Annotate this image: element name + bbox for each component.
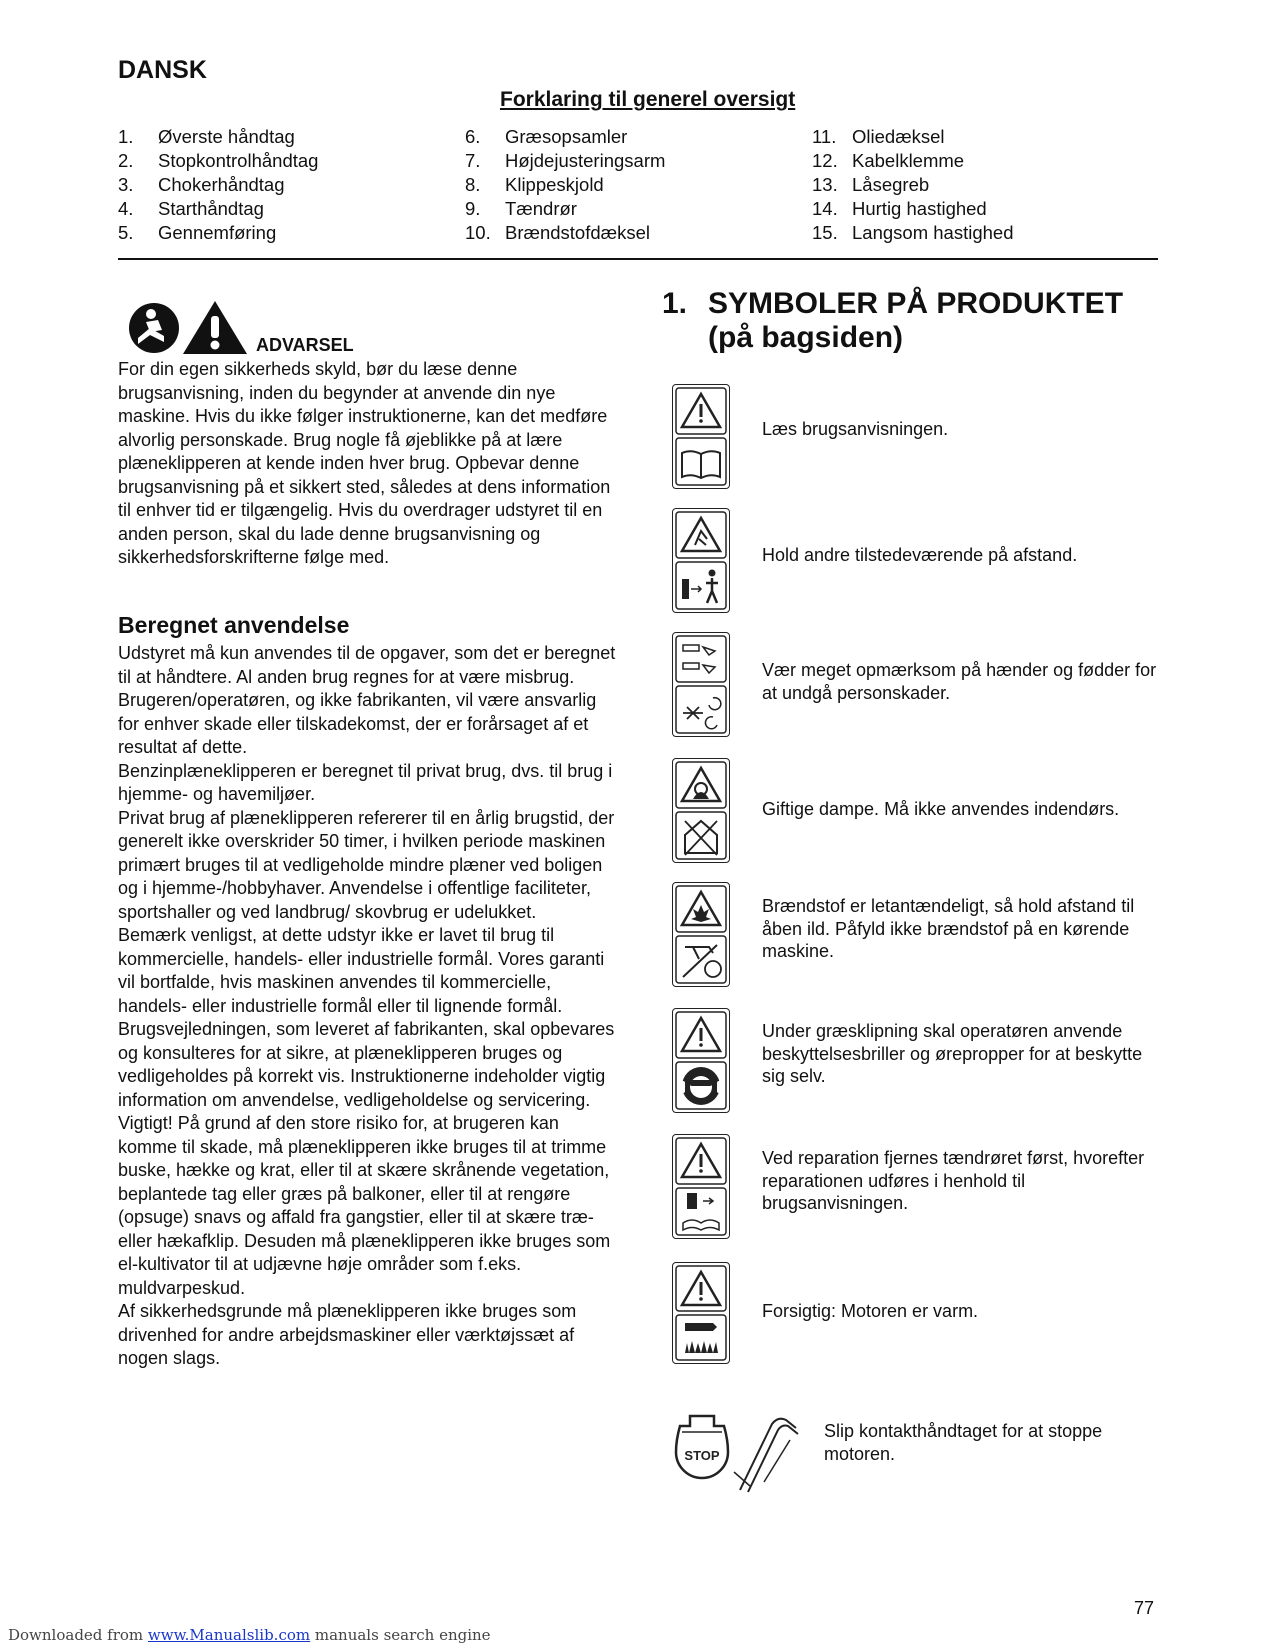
read-manual-icon <box>129 303 179 353</box>
legend-item: 2. Stopkontrolhåndtag <box>118 150 319 171</box>
stop-badge: STOP <box>684 1448 720 1463</box>
paragraph: Privat brug af plæneklipperen refererer til en årlig brugstid, der generelt ikke overskrider 50 timer, i hvilken periode maskinen primært bruges til at vedligeholde mindre plæner ved boligen og i hjemme-/hobbyhaver. Anvendelse i offentlige faciliteter, sportshaller og ved landbrug/ skovbrug er udelukket. <box>118 807 615 922</box>
legend-item: 11. Oliedæksel <box>812 126 945 147</box>
warning-label: ADVARSEL <box>256 335 354 355</box>
legend-item: 10. Brændstofdæksel <box>465 222 650 243</box>
legend-item: 7. Højdejusteringsarm <box>465 150 666 171</box>
legend-column <box>118 125 318 245</box>
keep-bystanders-away-icon <box>672 508 730 613</box>
warning-triangle-icon <box>183 301 247 354</box>
legend-item: 3. Chokerhåndtag <box>118 174 285 195</box>
legend-column <box>812 125 1013 245</box>
warning-icons <box>128 298 248 356</box>
hot-engine-icon <box>672 1262 730 1364</box>
legend-item: 12. Kabelklemme <box>812 150 965 171</box>
symbol-text: Brændstof er letantændeligt, så hold afstand til åben ild. Påfyld ikke brændstof på en kørende maskine. <box>762 896 1135 961</box>
symbol-text: Hold andre tilstedeværende på afstand. <box>762 545 1078 565</box>
page-number: 77 <box>1134 1598 1155 1618</box>
legend-item: 13. Låsegreb <box>812 174 930 195</box>
toxic-fumes-icon <box>672 758 730 863</box>
legend-item: 8. Klippeskjold <box>465 174 604 195</box>
legend-column <box>465 125 665 245</box>
paragraph: Brugsvejledningen, som leveret af fabrikanten, skal opbevares og konsulteres for at sikre, at plæneklipperen bruges og vedligeholdes på korrekt vis. Instruktionerne indeholder vigtig information om anvendelse, vedligeholdelse og servicering. <box>118 1019 615 1110</box>
language-heading: DANSK <box>118 56 207 84</box>
legend-item: 9. Tændrør <box>465 198 577 219</box>
stop-lever-icon <box>668 1412 808 1494</box>
paragraph: Af sikkerhedsgrunde må plæneklipperen ikke bruges som drivenhed for andre arbejdsmaskiner eller værktøjssæt af nogen slags. <box>118 1301 577 1368</box>
legend-title: Forklaring til generel oversigt <box>500 88 796 111</box>
paragraph: Udstyret må kun anvendes til de opgaver, som det er beregnet til at håndtere. Al anden brug regnes for at være misbrug. Brugeren/operatøren, og ikke fabrikanten, vil være ansvarlig for enhver skade eller tilskadekomst, der er forårsaget af et resultat af dette. <box>118 643 616 757</box>
symbol-text: Vær meget opmærksom på hænder og fødder for at undgå personskader. <box>762 660 1157 703</box>
footer-prefix: Downloaded from <box>8 1626 148 1644</box>
symbol-text: Læs brugsanvisningen. <box>762 419 949 439</box>
legend-item: 15. Langsom hastighed <box>812 222 1014 243</box>
symbols-heading: 1. SYMBOLER PÅ PRODUKTET (på bagsiden) <box>662 287 1124 354</box>
legend-item: 1. Øverste håndtag <box>118 126 295 147</box>
manualslib-link[interactable]: www.Manualslib.com <box>147 1626 311 1644</box>
hands-feet-blade-icon <box>672 632 730 737</box>
symbol-text: Giftige dampe. Må ikke anvendes indendørs. <box>762 799 1120 819</box>
footer-suffix: manuals search engine <box>310 1626 491 1644</box>
intended-use-text <box>118 642 618 1371</box>
eye-ear-protection-icon <box>672 1008 730 1113</box>
read-manual-icon <box>672 384 730 489</box>
symbol-text: Under græsklipning skal operatøren anvende beskyttelsesbriller og ørepropper for at beskytte sig selv. <box>762 1021 1143 1086</box>
download-footer <box>8 1626 491 1644</box>
stop-text: Slip kontakthåndtaget for at stoppe motoren. <box>824 1421 1103 1464</box>
paragraph: Bemærk venligst, at dette udstyr ikke er lavet til brug til kommercielle, handels- eller industrielle formål. Vores garanti vil bortfalde, hvis maskinen anvendes til kommercielle, handels- eller industrielle formål eller til lignende formål. <box>118 925 605 1016</box>
paragraph: Vigtigt! På grund af den store risiko for, at brugeren kan komme til skade, må plæneklipperen ikke bruges til at trimme buske, hække og krat, eller til at skære skrånende vegetation, beplantede tag eller græs på balkoner, eller til at rengøre (opsuge) snavs og affald fra gangstier, eller til at skære træ- eller hækafklip. Desuden må plæneklipperen ikke bruges som el-kultivator til at udjævne høje områder som f.eks. muldvarpeskud. <box>118 1113 611 1298</box>
legend-item: 14. Hurtig hastighed <box>812 198 987 219</box>
flammable-fuel-icon <box>672 882 730 987</box>
intended-use-heading: Beregnet anvendelse <box>118 612 350 638</box>
paragraph: Benzinplæneklipperen er beregnet til privat brug, dvs. til brug i hjemme- og havemiljøer. <box>118 760 613 804</box>
spark-plug-icon <box>672 1134 730 1239</box>
warning-text: For din egen sikkerheds skyld, bør du læse denne brugsanvisning, inden du begynder at anvende din nye maskine. Hvis du ikke følger instruktionerne, kan det medføre alvorlig personskade. Brug nogle få øjeblikke på at lære plæneklipperen at kende inden hver brug. Opbevar denne brugsanvisning på et sikkert sted, således at dens information til enhver tid er tilgængelig. Hvis du overdrager udstyret til en anden person, skal du lade denne brugsanvisning og sikkerhedsforskrifterne følge med. <box>118 359 611 567</box>
symbol-text: Forsigtig: Motoren er varm. <box>762 1301 979 1321</box>
section-divider <box>118 258 1158 260</box>
legend-item: 5. Gennemføring <box>118 222 277 243</box>
symbol-text: Ved reparation fjernes tændrøret først, hvorefter reparationen udføres i henhold til brugsanvisningen. <box>762 1148 1145 1213</box>
legend-item: 6. Græsopsamler <box>465 126 628 147</box>
legend-item: 4. Starthåndtag <box>118 198 264 219</box>
